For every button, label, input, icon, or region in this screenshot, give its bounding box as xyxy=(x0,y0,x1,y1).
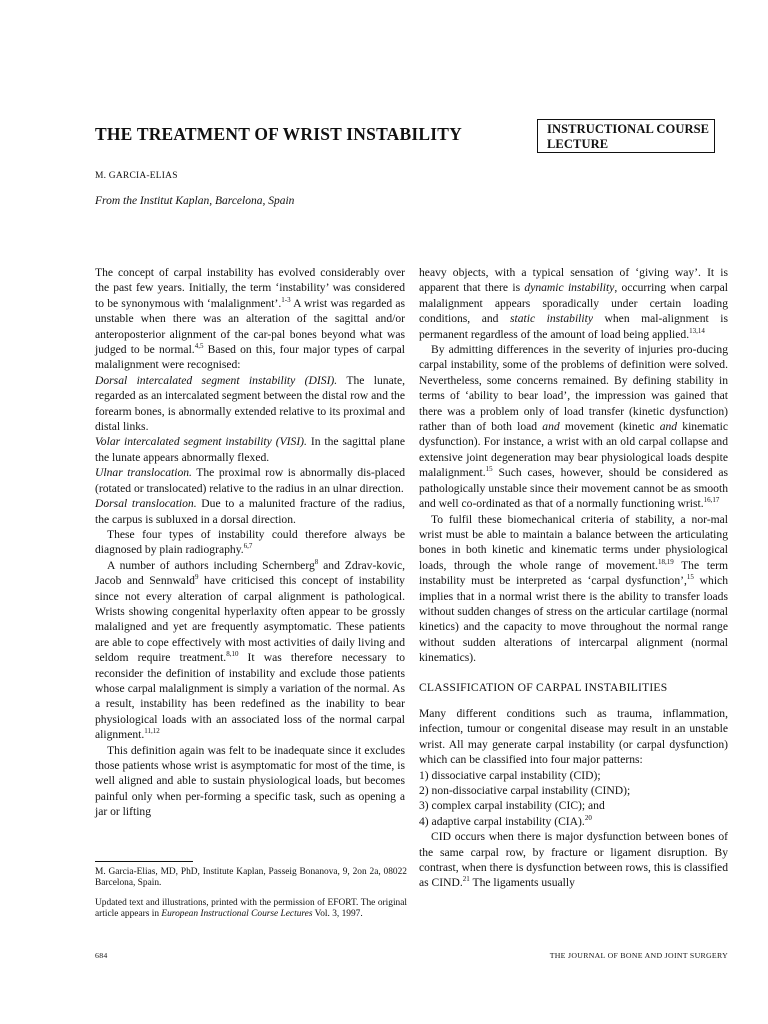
footnote-correspondence: M. Garcia-Elias, MD, PhD, Institute Kaplan, Passeig Bonanova, 9, 2on 2a, 08022 Barcelona, Spain. xyxy=(95,867,407,888)
citation: 6,7 xyxy=(243,542,253,551)
citation: 15 xyxy=(485,465,493,474)
article-title: THE TREATMENT OF WRIST INSTABILITY xyxy=(95,124,462,144)
term: Ulnar translocation. xyxy=(95,466,192,480)
section-heading: CLASSIFICATION OF CARPAL INSTABILITIES xyxy=(419,680,668,694)
paragraph-radiography: These four types of instability could therefore always be diagnosed by plain radiography.$^{6,7}$ xyxy=(95,527,405,557)
page-number: 684 xyxy=(95,951,108,960)
citation: 9 xyxy=(194,573,199,582)
citation: 8 xyxy=(314,557,319,566)
author-name: M. GARCIA-ELIAS xyxy=(95,171,178,181)
term: Dorsal translocation. xyxy=(95,497,197,511)
definition-disi: Dorsal intercalated segment instability (DISI). The lunate, regarded as an intercalated segment between the distal row and the forearm bones, is abnormally extended relative to its proximal and distal links. xyxy=(95,373,405,434)
list-item-cia: 4) adaptive carpal instability (CIA).$^{20}$ xyxy=(419,813,592,828)
citation: 1-3 xyxy=(281,295,291,304)
citation: 20 xyxy=(584,813,592,822)
definition-dorsal-translocation: Dorsal translocation. Due to a malunited fracture of the radius, the carpus is subluxed in a dorsal direction. xyxy=(95,497,405,526)
paragraph-cid: CID occurs when there is major dysfunction between bones of the same carpal row, by fracture or ligament disruption. By contrast, when there is dysfunction between rows, this is classified as CIND.$^{21}$ The ligaments usually xyxy=(419,830,728,890)
list-item-cind: 2) non-dissociative carpal instability (CIND); xyxy=(419,784,631,797)
citation: 15 xyxy=(686,573,694,582)
journal-name: THE JOURNAL OF BONE AND JOINT SURGERY xyxy=(549,951,728,960)
paragraph-intro: The concept of carpal instability has evolved considerably over the past few years. Initially, the term ‘instability’ was considered to be synonymous with ‘malalignment’.$^{1-3}$ A wrist was regarded as unstable when there was an alteration of the sagittal and/or anteroposterior alignment of the car-pal bones beyond what was judged to be normal.$^{4,5}$ Based on this, four major types of carpal malalignment were recognised: xyxy=(95,266,405,372)
left-column xyxy=(95,265,405,820)
term: Dorsal intercalated segment instability (DISI). xyxy=(95,373,338,387)
footnote-permission: Updated text and illustrations, printed with the permission of EFORT. The original article appears in European Instructional Course Lectures Vol. 3, 1997. xyxy=(95,898,407,919)
author-affiliation: From the Institut Kaplan, Barcelona, Spain xyxy=(95,195,295,207)
paragraph-dynamic-static: heavy objects, with a typical sensation of ‘giving way’. It is apparent that there is dynamic instability, occurring when carpal malalignment appears sporadically under certain loading conditions, and static instability when mal-alignment is permanent regardless of the amount of load being applied.$^{13,14}$ xyxy=(419,266,728,341)
citation: 13,14 xyxy=(689,326,705,335)
citation: 11,12 xyxy=(144,727,160,736)
citation: 4,5 xyxy=(194,342,204,351)
list-item-cic: 3) complex carpal instability (CIC); and xyxy=(419,799,605,813)
right-column xyxy=(419,265,728,891)
citation: 18,19 xyxy=(657,557,674,566)
paragraph-definition: This definition again was felt to be inadequate since it excludes those patients whose wrist is asymptomatic for most of the time, is well aligned and able to sustain physiological loads, but becomes painful only when per-forming a specific task, such as opening a jar or lifting xyxy=(95,743,405,819)
badge-line-1: INSTRUCTIONAL COURSE xyxy=(547,122,710,136)
paragraph-criticism: A number of authors including Schernberg$^8$ and Zdrav-kovic, Jacob and Sennwald$^9$ have criticised this concept of instability since not every alteration of carpal alignment is pathological. Wrists showing congenital hyperlaxity often appear to be grossly malaligned and yet are frequently asymptomatic. These patients are able to cope effectively with most activities of daily living and seldom require treatment.$^{8,10}$ It was therefore necessary to reconsider the definition of instability and exclude those patients whose carpal malalignment is simply a variation of the normal. As a result, instability has been redefined as the inability to bear physiological loads with an associated loss of the normal carpal alignment.$^{11,12}$ xyxy=(95,557,405,742)
definition-visi: Volar intercalated segment instability (VISI). In the sagittal plane the lunate appears abnormally flexed. xyxy=(95,435,405,464)
paragraph-criteria: To fulfil these biomechanical criteria of stability, a nor-mal wrist must be able to maintain a balance between the articulating bones in both kinetic and kinematic terms under physiological loads, through the whole range of movement.$^{18,19}$ The term instability must be interpreted as ‘carpal dysfunction’,$^{15}$ which implies that in a normal wrist there is the ability to transfer loads without sudden changes of stress on the articular cartilage (normal kinetics) and the capacity to move throughout the normal range without sudden alterations of intercarpal alignment (normal kinematics). xyxy=(419,512,729,665)
citation: 21 xyxy=(462,875,470,884)
citation: 8,10 xyxy=(226,650,239,659)
citation: 16,17 xyxy=(703,496,720,505)
lecture-type-badge xyxy=(537,119,715,153)
footnote-divider xyxy=(95,861,193,862)
term: Volar intercalated segment instability (VISI). xyxy=(95,435,307,449)
definition-ulnar-translocation: Ulnar translocation. The proximal row is abnormally dis-placed (rotated or translocated) relative to the radius in an ulnar direction. xyxy=(95,466,405,495)
paragraph-classification: Many different conditions such as trauma, inflammation, infection, tumour or congenital disease may result in an unstable wrist. All may generate carpal instability (or carpal dysfunction) which can be classified into four major patterns: xyxy=(419,706,728,767)
paragraph-severity: By admitting differences in the severity of injuries pro-ducing carpal instability, some of the problems of definition were solved. Nevertheless, some concerns remained. By defining stability in terms of ‘ability to bear load’, the impression was gained that there was a problem only of load transfer (kinetic dysfunction) rather than of both load and movement (kinetic and kinematic dysfunction). For instance, a wrist with an old carpal collapse and extensive joint degeneration may bear physiological loads despite malalignment.$^{15}$ Such cases, however, should be considered as pathologically unstable since their movement cannot be as smooth and well co-ordinated as that of a normally functioning wrist.$^{16,17}$ xyxy=(419,343,729,511)
list-item-cid: 1) dissociative carpal instability (CID); xyxy=(419,768,601,782)
badge-line-2: LECTURE xyxy=(547,137,609,151)
